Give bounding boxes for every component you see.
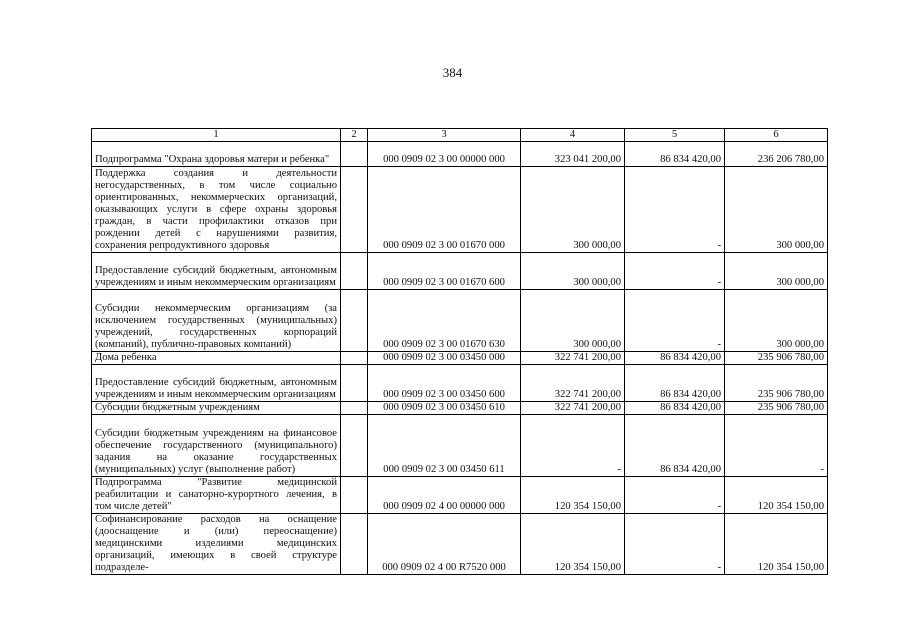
row-name: Предоставление субсидий бюджетным, автономным учреждениям и иным некоммерческим организациям	[92, 365, 341, 402]
table-row	[92, 352, 828, 365]
row-value-5: -	[625, 514, 725, 575]
row-value-6: 235 906 780,00	[725, 352, 828, 365]
row-name: Поддержка создания и деятельности негосударственных, в том числе социально ориентированных, некоммерческих организаций, оказывающих услуги в сфере охраны здоровья граждан, в части профилактики отказов при рождении детей с нарушениями развития, сохранения репродуктивного здоровья	[92, 167, 341, 253]
row-col2	[341, 142, 368, 167]
row-value-5: 86 834 420,00	[625, 365, 725, 402]
page-number: 384	[442, 65, 463, 80]
row-value-6: 120 354 150,00	[725, 514, 828, 575]
row-name: Подпрограмма "Охрана здоровья матери и ребенка"	[92, 142, 341, 167]
row-value-5: 86 834 420,00	[625, 402, 725, 415]
row-code: 000 0909 02 3 00 03450 610	[368, 402, 521, 415]
row-value-4: 322 741 200,00	[521, 402, 625, 415]
row-value-6: 235 906 780,00	[725, 402, 828, 415]
row-col2	[341, 290, 368, 352]
column-header-4: 4	[521, 129, 625, 142]
row-col2	[341, 402, 368, 415]
table-row	[92, 365, 828, 402]
table-row	[92, 477, 828, 514]
row-code: 000 0909 02 3 00 01670 630	[368, 290, 521, 352]
row-value-4: 322 741 200,00	[521, 352, 625, 365]
row-code: 000 0909 02 3 00 01670 600	[368, 253, 521, 290]
row-value-5: -	[625, 290, 725, 352]
table-row	[92, 253, 828, 290]
row-name: Субсидии бюджетным учреждениям	[92, 402, 341, 415]
row-value-6: 300 000,00	[725, 290, 828, 352]
row-value-4: 322 741 200,00	[521, 365, 625, 402]
row-value-4: 300 000,00	[521, 290, 625, 352]
row-name: Предоставление субсидий бюджетным, автономным учреждениям и иным некоммерческим организациям	[92, 253, 341, 290]
row-code: 000 0909 02 3 00 01670 000	[368, 167, 521, 253]
row-value-4: 300 000,00	[521, 253, 625, 290]
row-col2	[341, 514, 368, 575]
row-col2	[341, 352, 368, 365]
row-name: Подпрограмма "Развитие медицинской реабилитации и санаторно-курортного лечения, в том числе детей"	[92, 477, 341, 514]
row-code: 000 0909 02 4 00 R7520 000	[368, 514, 521, 575]
table-row	[92, 402, 828, 415]
row-col2	[341, 253, 368, 290]
column-header-6: 6	[725, 129, 828, 142]
row-code: 000 0909 02 3 00 03450 611	[368, 415, 521, 477]
row-value-6: 300 000,00	[725, 167, 828, 253]
column-header-1: 1	[92, 129, 341, 142]
column-header-5: 5	[625, 129, 725, 142]
row-value-4: 300 000,00	[521, 167, 625, 253]
row-code: 000 0909 02 3 00 03450 600	[368, 365, 521, 402]
row-name: Дома ребенка	[92, 352, 341, 365]
row-value-6: 120 354 150,00	[725, 477, 828, 514]
row-value-5: 86 834 420,00	[625, 142, 725, 167]
row-name: Софинансирование расходов на оснащение (дооснащение и (или) переоснащение) медицинскими изделиями медицинских организаций, имеющих в своей структуре подразделе-	[92, 514, 341, 575]
row-value-5: -	[625, 167, 725, 253]
column-header-3: 3	[368, 129, 521, 142]
table-row	[92, 142, 828, 167]
row-value-4: 323 041 200,00	[521, 142, 625, 167]
row-value-4: 120 354 150,00	[521, 477, 625, 514]
row-code: 000 0909 02 4 00 00000 000	[368, 477, 521, 514]
table-header-row	[92, 129, 828, 142]
table-row	[92, 415, 828, 477]
column-header-2: 2	[341, 129, 368, 142]
row-code: 000 0909 02 3 00 03450 000	[368, 352, 521, 365]
row-value-6: 235 906 780,00	[725, 365, 828, 402]
row-value-6: -	[725, 415, 828, 477]
row-value-5: -	[625, 477, 725, 514]
table-row	[92, 514, 828, 575]
table-row	[92, 167, 828, 253]
row-value-6: 300 000,00	[725, 253, 828, 290]
row-value-6: 236 206 780,00	[725, 142, 828, 167]
row-col2	[341, 477, 368, 514]
row-col2	[341, 167, 368, 253]
row-col2	[341, 365, 368, 402]
row-name: Субсидии некоммерческим организациям (за исключением государственных (муниципальных) учреждений, государственных корпораций (компаний), публично-правовых компаний)	[92, 290, 341, 352]
row-value-5: -	[625, 253, 725, 290]
table-row	[92, 290, 828, 352]
row-value-4: -	[521, 415, 625, 477]
budget-table	[91, 128, 828, 575]
row-value-5: 86 834 420,00	[625, 352, 725, 365]
row-col2	[341, 415, 368, 477]
row-value-5: 86 834 420,00	[625, 415, 725, 477]
row-name: Субсидии бюджетным учреждениям на финансовое обеспечение государственного (муниципального) задания на оказание государственных (муниципальных) услуг (выполнение работ)	[92, 415, 341, 477]
row-code: 000 0909 02 3 00 00000 000	[368, 142, 521, 167]
row-value-4: 120 354 150,00	[521, 514, 625, 575]
